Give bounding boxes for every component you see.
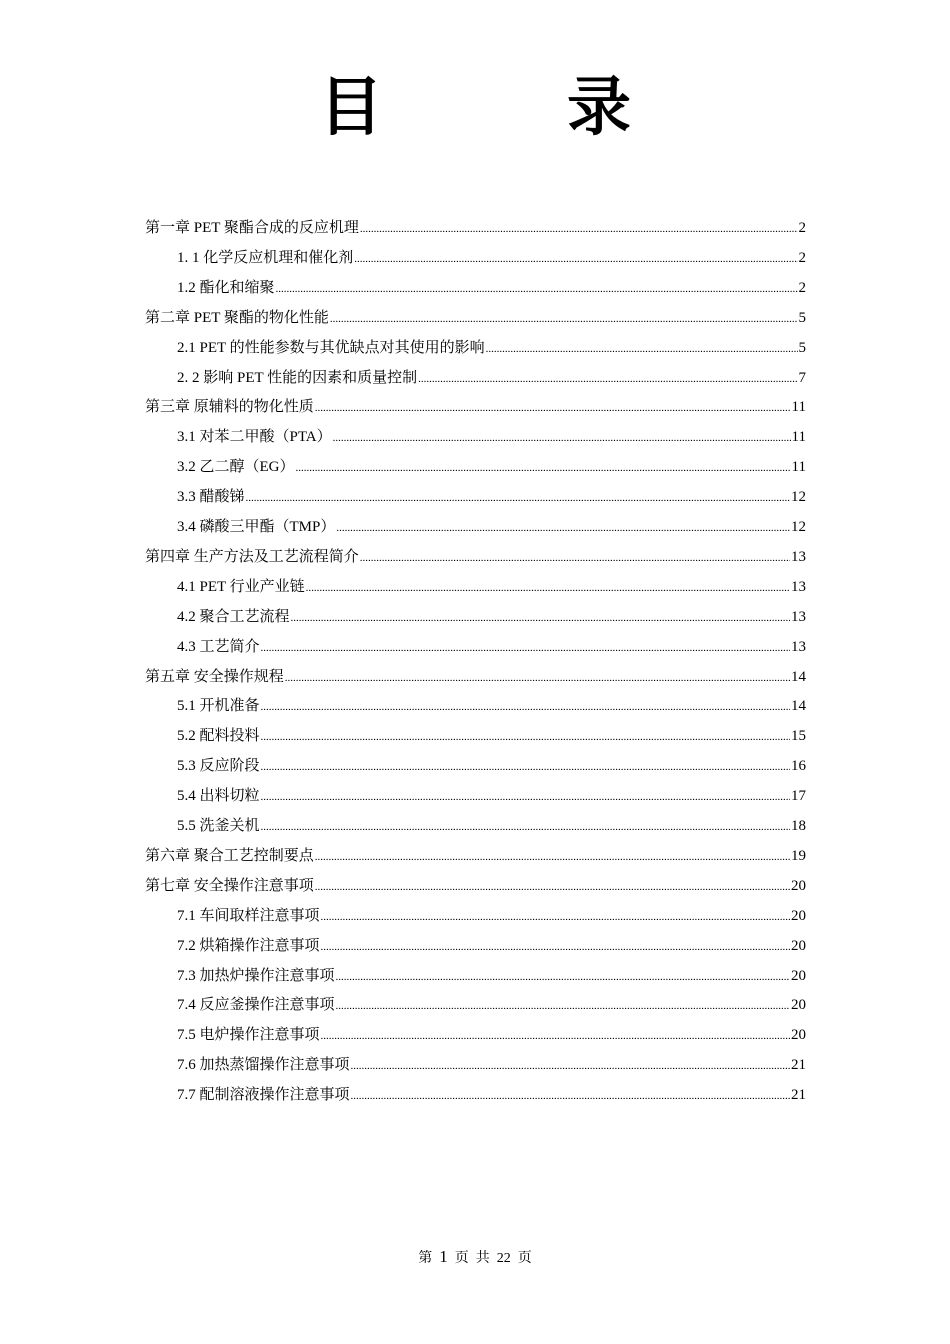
toc-section-entry[interactable] — [177, 781, 806, 811]
toc-page-number: 21 — [791, 1087, 806, 1103]
toc-section-entry[interactable] — [177, 1050, 806, 1080]
toc-entry-title: 7.1 车间取样注意事项 — [177, 908, 320, 924]
toc-page-number: 21 — [791, 1057, 806, 1073]
toc-dot-leader — [291, 603, 790, 633]
toc-section-entry[interactable] — [177, 333, 806, 363]
toc-dot-leader — [261, 692, 790, 722]
toc-entry-title: 2.1 PET 的性能参数与其优缺点对其使用的影响 — [177, 340, 485, 356]
footer-current-page: 1 — [439, 1247, 448, 1266]
toc-dot-leader — [261, 722, 790, 752]
toc-dot-leader — [486, 334, 798, 364]
toc-entry-title: 3.2 乙二醇（EG） — [177, 459, 295, 475]
toc-dot-leader — [321, 902, 790, 932]
toc-dot-leader — [261, 812, 790, 842]
toc-section-entry[interactable] — [177, 721, 806, 751]
toc-section-entry[interactable] — [177, 691, 806, 721]
toc-page-number: 18 — [791, 818, 806, 834]
toc-dot-leader — [333, 423, 791, 453]
toc-entry-title: 第一章 PET 聚酯合成的反应机理 — [145, 220, 359, 236]
toc-entry-title: 5.1 开机准备 — [177, 698, 260, 714]
footer-middle: 页 共 — [454, 1251, 490, 1266]
toc-section-entry[interactable] — [177, 990, 806, 1020]
toc-page-number: 13 — [791, 549, 806, 565]
toc-section-entry[interactable] — [177, 422, 806, 452]
toc-section-entry[interactable] — [177, 811, 806, 841]
toc-page-number: 11 — [791, 399, 806, 415]
footer-suffix: 页 — [517, 1251, 532, 1266]
toc-page-number: 12 — [791, 519, 806, 535]
toc-section-entry[interactable] — [177, 243, 806, 273]
toc-entry-title: 第四章 生产方法及工艺流程简介 — [145, 549, 359, 565]
toc-entry-title: 第五章 安全操作规程 — [145, 669, 284, 685]
page-footer — [0, 1247, 950, 1269]
toc-page-number: 20 — [791, 1027, 806, 1043]
toc-page-number: 2 — [798, 220, 806, 236]
toc-entry-title: 7.7 配制溶液操作注意事项 — [177, 1087, 350, 1103]
toc-entry-title: 1. 1 化学反应机理和催化剂 — [177, 250, 354, 266]
toc-section-entry[interactable] — [177, 632, 806, 662]
toc-entry-title: 2. 2 影响 PET 性能的因素和质量控制 — [177, 370, 418, 386]
toc-chapter-entry[interactable] — [145, 392, 806, 422]
footer-total-pages: 22 — [496, 1251, 511, 1266]
toc-page-number: 2 — [798, 280, 806, 296]
toc-entry-title: 第二章 PET 聚酯的物化性能 — [145, 310, 329, 326]
toc-page-number: 12 — [791, 489, 806, 505]
toc-section-entry[interactable] — [177, 602, 806, 632]
toc-page-number: 2 — [798, 250, 806, 266]
toc-page-number: 15 — [791, 728, 806, 744]
toc-page-number: 20 — [791, 997, 806, 1013]
toc-page-number: 13 — [791, 609, 806, 625]
toc-dot-leader — [336, 991, 790, 1021]
toc-page-number: 13 — [791, 579, 806, 595]
toc-page-number: 20 — [791, 878, 806, 894]
toc-section-entry[interactable] — [177, 363, 806, 393]
toc-section-entry[interactable] — [177, 961, 806, 991]
toc-entry-title: 3.3 醋酸锑 — [177, 489, 245, 505]
toc-dot-leader — [321, 1021, 790, 1051]
toc-dot-leader — [276, 274, 798, 304]
toc-chapter-entry[interactable] — [145, 662, 806, 692]
toc-dot-leader — [261, 782, 790, 812]
toc-entry-title: 3.4 磷酸三甲酯（TMP） — [177, 519, 336, 535]
toc-dot-leader — [354, 244, 797, 274]
toc-chapter-entry[interactable] — [145, 841, 806, 871]
toc-dot-leader — [336, 513, 790, 543]
toc-dot-leader — [351, 1081, 790, 1111]
toc-entry-title: 4.3 工艺简介 — [177, 639, 260, 655]
toc-section-entry[interactable] — [177, 1080, 806, 1110]
toc-section-entry[interactable] — [177, 512, 806, 542]
toc-dot-leader — [360, 543, 790, 573]
toc-page-number: 14 — [791, 669, 806, 685]
toc-page-number: 14 — [791, 698, 806, 714]
toc-entry-title: 7.2 烘箱操作注意事项 — [177, 938, 320, 954]
toc-entry-title: 5.5 洗釜关机 — [177, 818, 260, 834]
toc-section-entry[interactable] — [177, 1020, 806, 1050]
toc-page-number: 5 — [798, 310, 806, 326]
toc-page-number: 20 — [791, 968, 806, 984]
toc-dot-leader — [285, 663, 790, 693]
toc-entry-title: 7.6 加热蒸馏操作注意事项 — [177, 1057, 350, 1073]
toc-dot-leader — [360, 214, 798, 244]
toc-entry-title: 5.2 配料投料 — [177, 728, 260, 744]
toc-section-entry[interactable] — [177, 452, 806, 482]
toc-page-number: 16 — [791, 758, 806, 774]
toc-section-entry[interactable] — [177, 901, 806, 931]
toc-page-number: 5 — [798, 340, 806, 356]
toc-dot-leader — [351, 1051, 790, 1081]
toc-dot-leader — [315, 393, 791, 423]
toc-entry-title: 第三章 原辅料的物化性质 — [145, 399, 314, 415]
toc-section-entry[interactable] — [177, 273, 806, 303]
toc-page-number: 17 — [791, 788, 806, 804]
toc-section-entry[interactable] — [177, 751, 806, 781]
toc-dot-leader — [261, 752, 790, 782]
toc-chapter-entry[interactable] — [145, 213, 806, 243]
toc-entry-title: 第六章 聚合工艺控制要点 — [145, 848, 314, 864]
toc-chapter-entry[interactable] — [145, 871, 806, 901]
toc-dot-leader — [296, 453, 791, 483]
toc-section-entry[interactable] — [177, 931, 806, 961]
toc-chapter-entry[interactable] — [145, 542, 806, 572]
toc-entry-title: 5.3 反应阶段 — [177, 758, 260, 774]
toc-section-entry[interactable] — [177, 482, 806, 512]
toc-page-number: 11 — [791, 429, 806, 445]
toc-entry-title: 3.1 对苯二甲酸（PTA） — [177, 429, 332, 445]
toc-entry-title: 5.4 出料切粒 — [177, 788, 260, 804]
toc-page-number: 13 — [791, 639, 806, 655]
toc-dot-leader — [315, 842, 790, 872]
toc-entry-title: 7.4 反应釜操作注意事项 — [177, 997, 335, 1013]
page-title: 目 录 — [319, 71, 691, 145]
toc-entry-title: 7.5 电炉操作注意事项 — [177, 1027, 320, 1043]
toc-page-number: 11 — [791, 459, 806, 475]
toc-entry-title: 7.3 加热炉操作注意事项 — [177, 968, 335, 984]
toc-dot-leader — [336, 962, 790, 992]
toc-entry-title: 4.1 PET 行业产业链 — [177, 579, 305, 595]
toc-page-number: 20 — [791, 908, 806, 924]
toc-entry-title: 1.2 酯化和缩聚 — [177, 280, 275, 296]
toc-dot-leader — [246, 483, 790, 513]
toc-page-number: 7 — [798, 370, 806, 386]
toc-dot-leader — [418, 364, 797, 394]
toc-page-number: 19 — [791, 848, 806, 864]
toc-chapter-entry[interactable] — [145, 303, 806, 333]
toc-dot-leader — [261, 633, 790, 663]
toc-dot-leader — [321, 932, 790, 962]
footer-prefix: 第 — [418, 1251, 433, 1266]
toc-entry-title: 第七章 安全操作注意事项 — [145, 878, 314, 894]
toc-dot-leader — [306, 573, 790, 603]
toc-dot-leader — [330, 304, 798, 334]
toc-section-entry[interactable] — [177, 572, 806, 602]
toc-dot-leader — [315, 872, 790, 902]
toc-page-number: 20 — [791, 938, 806, 954]
toc-entry-title: 4.2 聚合工艺流程 — [177, 609, 290, 625]
